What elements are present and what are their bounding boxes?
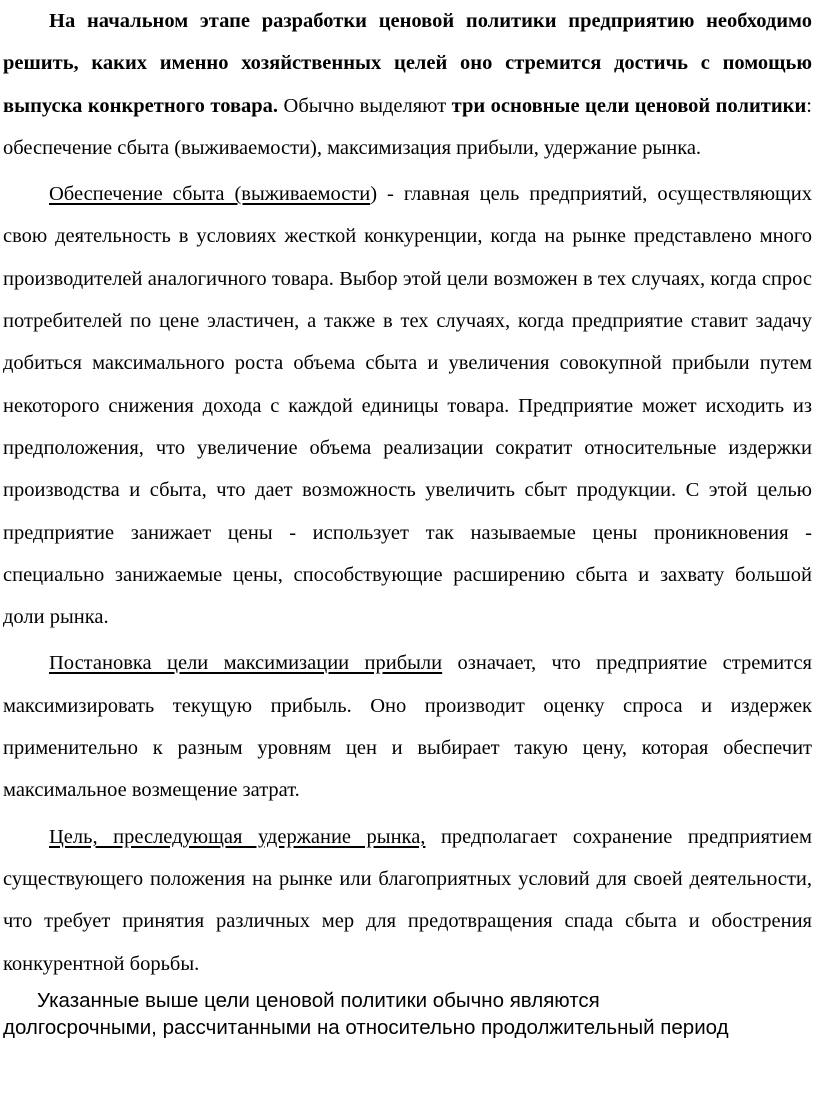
profit-goal-term: Постановка цели максимизации прибыли xyxy=(49,652,443,675)
paragraph-profit-goal xyxy=(3,642,812,811)
market-goal-text: предполагает сохранение предприятием существующего положения на рынке или благоприятных условий для своей деятельности, что требует принятия различных мер для предотвращения спада сбыта и обострения конкурентной борьбы. xyxy=(3,825,812,975)
paragraph-closing xyxy=(3,987,812,1041)
paragraph-sales-goal xyxy=(3,173,812,638)
intro-text-b: : обеспечение сбыта (выживаемости), максимизация прибыли, удержание рынка. xyxy=(3,94,812,159)
market-goal-term: Цель, преследующая удержание рынка, xyxy=(49,825,426,848)
closing-line-2: долгосрочными, рассчитанными на относительно продолжительный период xyxy=(3,1015,729,1039)
paragraph-market-goal xyxy=(3,816,812,985)
sales-goal-text: ) - главная цель предприятий, осуществляющих свою деятельность в условиях жесткой конкуренции, когда на рынке представлено много производителей аналогичного товара. Выбор этой цели возможен в тех случаях, когда спрос потребителей по цене эластичен, а также в тех случаях, когда предприятие ставит задачу добиться максимального роста объема сбыта и увеличения совокупной прибыли путем некоторого снижения дохода с каждой единицы товара. Предприятие может исходить из предположения, что увеличение объема реализации сократит относительные издержки производства и сбыта, что дает возможность увеличить сбыт продукции. С этой целью предприятие занижает цены - использует так называемые цены проникновения - специально занижаемые цены, способствующие расширению сбыта и захвату большой доли рынка. xyxy=(3,183,813,629)
paragraph-intro xyxy=(3,0,812,169)
intro-text-a: Обычно выделяют xyxy=(278,94,452,117)
sales-goal-term: Обеспечение сбыта (выживаемости xyxy=(49,183,371,206)
closing-line-1: Указанные выше цели ценовой политики обычно являются xyxy=(37,988,600,1012)
three-goals-bold-text: три основные цели ценовой политики xyxy=(451,94,807,117)
intro-bold-text: На начальном этапе разработки ценовой политики предприятию необходимо решить, каких именно хозяйственных целей оно стремится достичь с помощью выпуска конкретного товара. xyxy=(3,10,812,117)
profit-goal-text: означает, что предприятие стремится максимизировать текущую прибыль. Оно производит оценку спроса и издержек применительно к разным уровням цен и выбирает такую цену, которая обеспечит максимальное возмещение затрат. xyxy=(3,652,812,802)
